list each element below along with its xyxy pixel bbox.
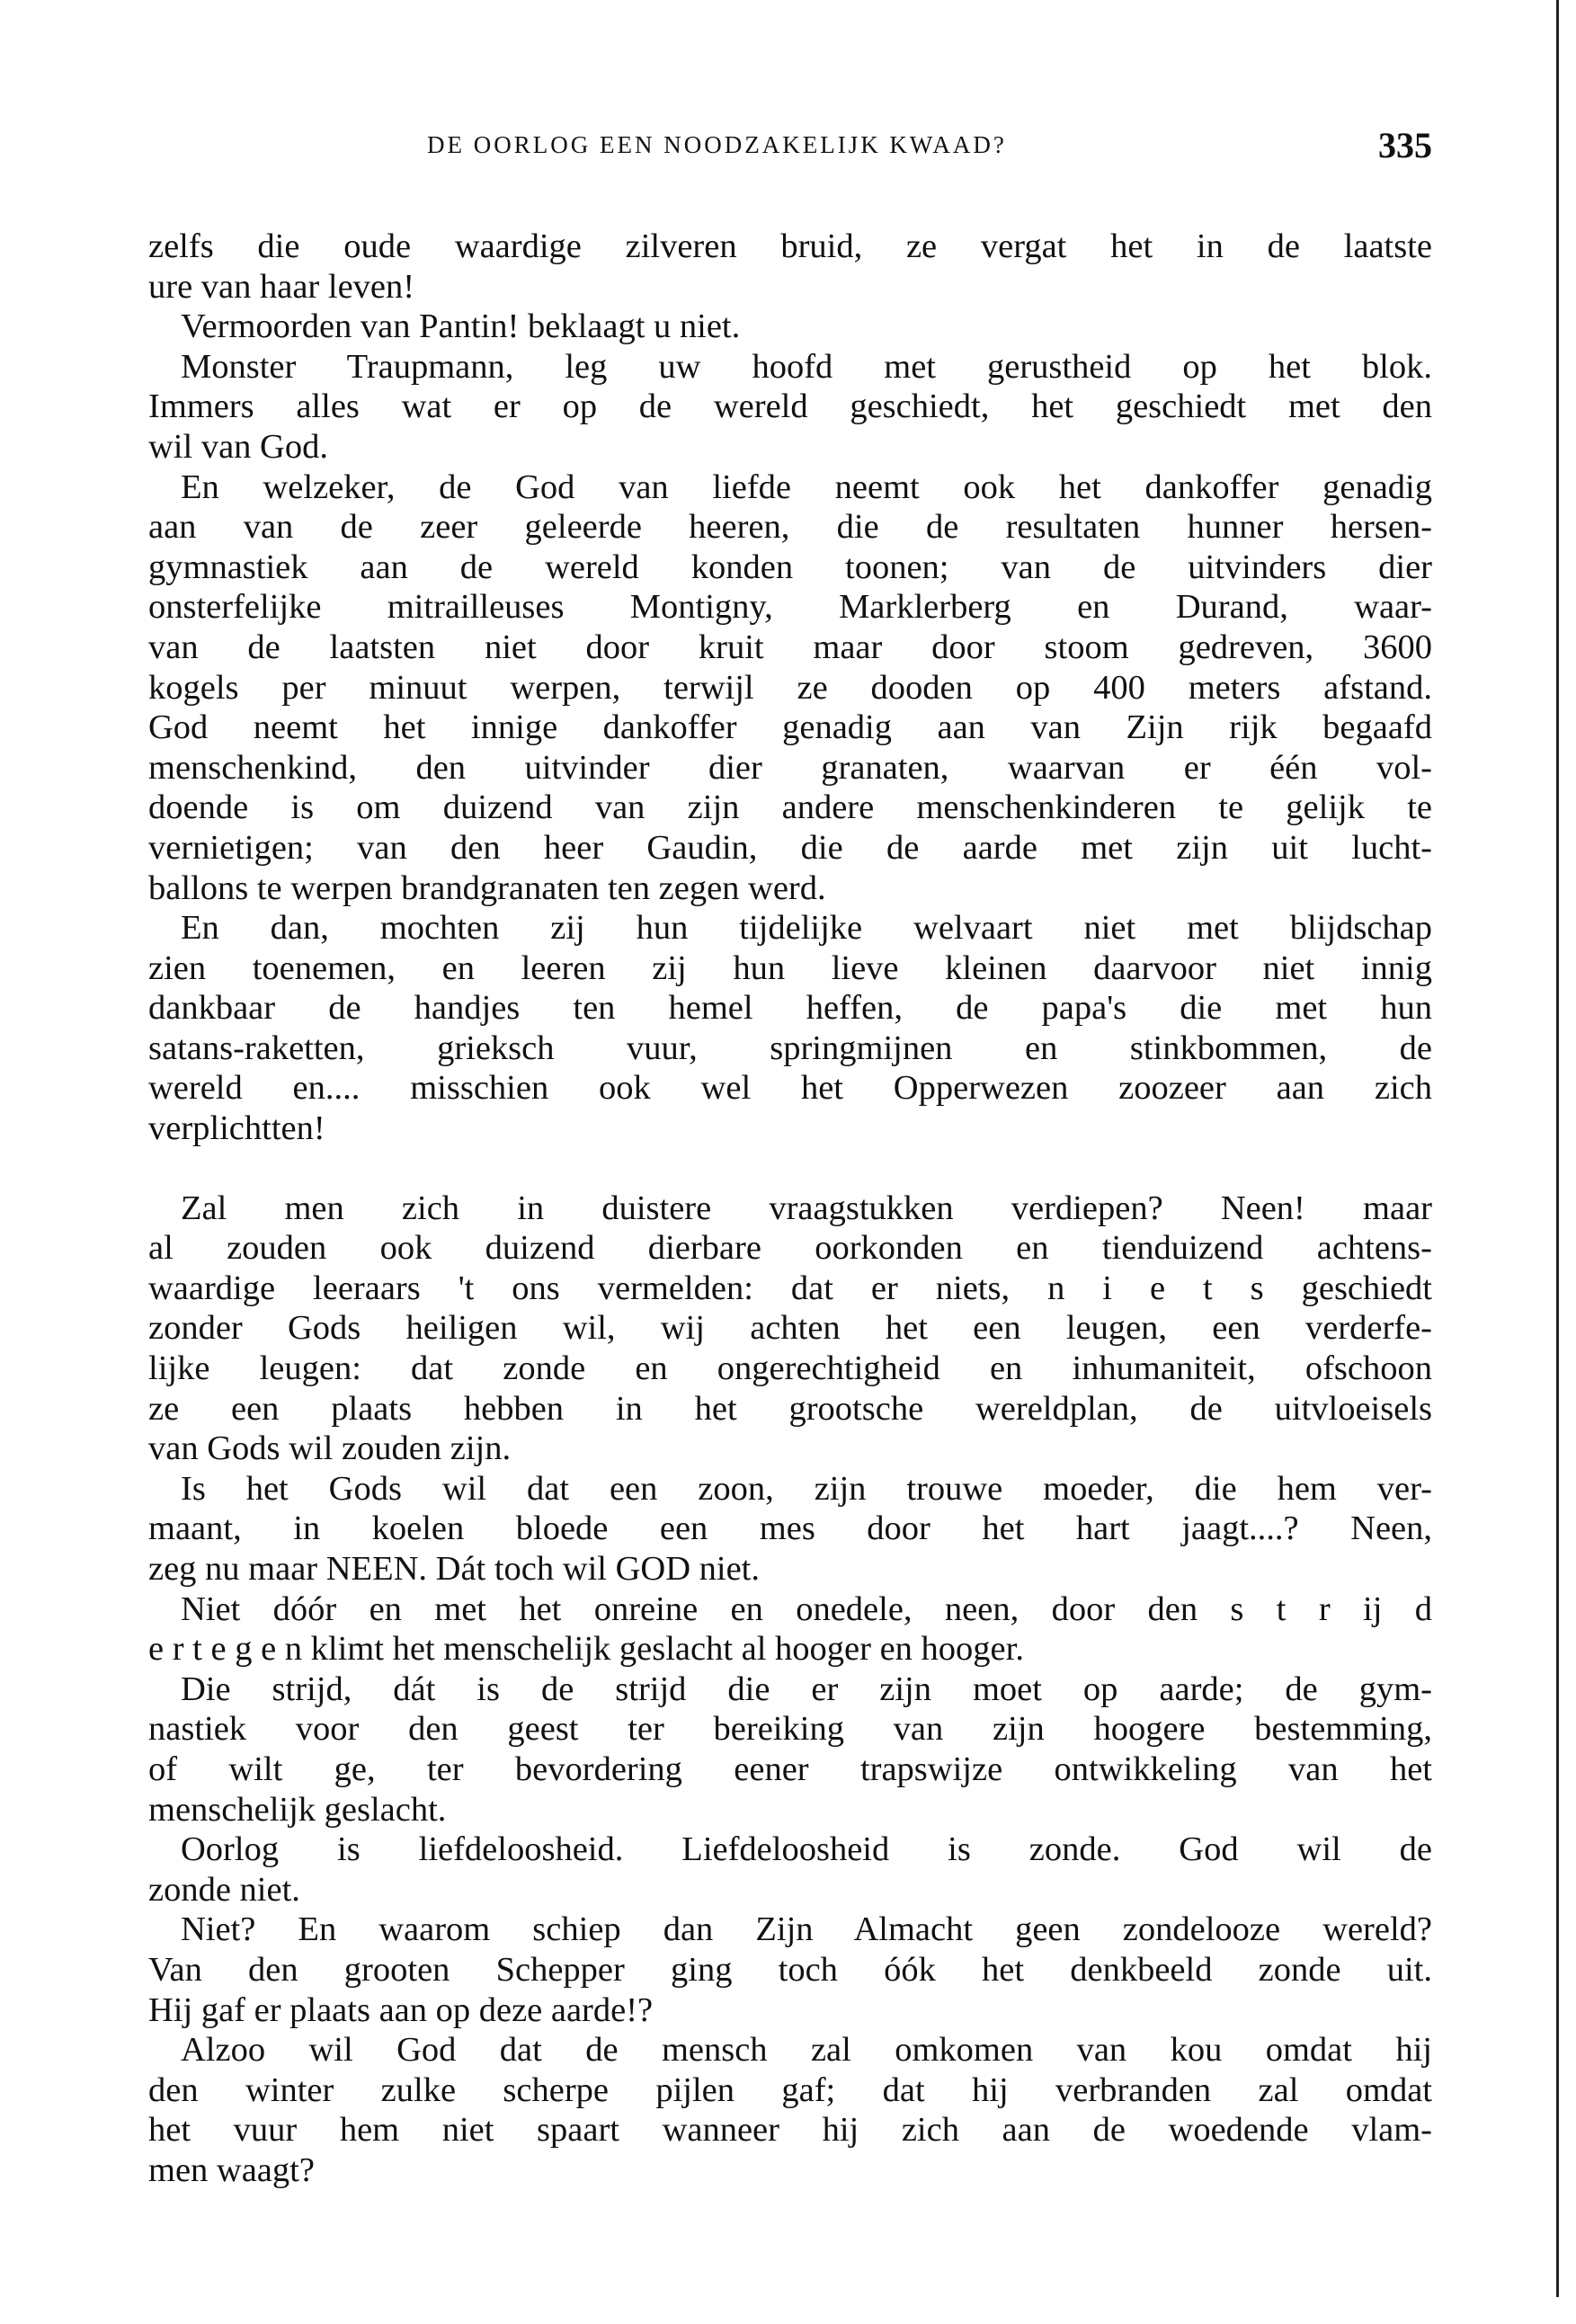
text-line: doende is om duizend van zijn andere menschenkinderen te gelijk te [148,788,1432,827]
text-line: of wilt ge, ter bevordering eener trapswijze ontwikkeling van het [148,1750,1432,1788]
text-line: wereld en.... misschien ook wel het Opperwezen zoozeer aan zich [148,1069,1432,1108]
text-line: Oorlog is liefdeloosheid. Liefdeloosheid is zonde. God wil de [181,1830,1432,1869]
running-header [148,124,1432,169]
text-line: Die strijd, dát is de strijd die er zijn moet op aarde; de gym- [181,1670,1432,1708]
text-line: van Gods wil zouden zijn. [148,1429,512,1468]
text-line: men waagt? [148,2150,315,2189]
running-title: DE OORLOG EEN NOODZAKELIJK KWAAD? [427,131,1007,158]
text-line: verplichtten! [148,1109,325,1148]
text-line: van de laatsten niet door kruit maar door stoom gedreven, 3600 [148,628,1432,666]
text-line: zonde niet. [148,1870,300,1909]
text-line: ure van haar leven! [148,267,415,306]
text-line: ze een plaats hebben in het grootsche wereldplan, de uitvloeisels [148,1389,1432,1428]
text-line: Niet? En waarom schiep dan Zijn Almacht geen zondelooze wereld? [181,1910,1432,1949]
text-line: dankbaar de handjes ten hemel heffen, de papa's die met hun [148,989,1432,1028]
text-line: Immers alles wat er op de wereld geschiedt, het geschiedt met den [148,387,1432,426]
text-line: menschenkind, den uitvinder dier granaten, waarvan er één vol- [148,748,1432,787]
section-gap [148,1149,1432,1189]
text-line: En welzeker, de God van liefde neemt ook het dankoffer genadig [181,467,1432,506]
text-line: zonder Gods heiligen wil, wij achten het een leugen, een verderfe- [148,1309,1432,1348]
text-line: kogels per minuut werpen, terwijl ze dooden op 400 meters afstand. [148,668,1432,707]
text-line: waardige leeraars 't ons vermelden: dat er niets, n i e t s geschiedt [148,1269,1432,1307]
text-line: God neemt het innige dankoffer genadig aan van Zijn rijk begaafd [148,708,1432,747]
text-line: zien toenemen, en leeren zij hun lieve kleinen daarvoor niet innig [148,948,1432,987]
text-line: zeg nu maar NEEN. Dát toch wil GOD niet. [148,1550,760,1588]
text-line: menschelijk geslacht. [148,1790,447,1829]
text-line: aan van de zeer geleerde heeren, die de resultaten hunner hersen- [148,508,1432,547]
text-line: maant, in koelen bloede een mes door het hart jaagt....? Neen, [148,1509,1432,1548]
text-line: e r t e g e n klimt het menschelijk geslacht al hooger en hooger. [148,1630,1024,1669]
text-line: onsterfelijke mitrailleuses Montigny, Marklerberg en Durand, waar- [148,588,1432,627]
text-line: Is het Gods wil dat een zoon, zijn trouwe moeder, die hem ver- [181,1469,1432,1508]
text-line: En dan, mochten zij hun tijdelijke welvaart niet met blijdschap [181,909,1432,948]
text-line: wil van God. [148,427,328,466]
text-line: Vermoorden van Pantin! beklaagt u niet. [181,307,741,346]
text-line: satans-raketten, grieksch vuur, springmijnen en stinkbommen, de [148,1028,1432,1067]
text-line: Van den grooten Schepper ging toch óók het denkbeeld zonde uit. [148,1950,1432,1989]
text-line: Monster Traupmann, leg uw hoofd met gerustheid op het blok. [181,347,1432,386]
text-line: gymnastiek aan de wereld konden toonen; van de uitvinders dier [148,548,1432,586]
text-line: Zal men zich in duistere vraagstukken verdiepen? Neen! maar [181,1189,1432,1227]
scan-edge-line [1556,0,1559,2297]
text-line: al zouden ook duizend dierbare oorkonden en tienduizend achtens- [148,1229,1432,1268]
text-line: zelfs die oude waardige zilveren bruid, ze vergat het in de laatste [148,227,1432,265]
text-line: Niet dóór en met het onreine en onedele, neen, door den s t r ij d [181,1589,1432,1628]
page-body [148,227,1432,2191]
text-line: vernietigen; van den heer Gaudin, die de aarde met zijn uit lucht- [148,828,1432,867]
text-line: Alzoo wil God dat de mensch zal omkomen van kou omdat hij [181,2031,1432,2070]
text-line: Hij gaf er plaats aan op deze aarde!? [148,1990,654,2029]
text-line: lijke leugen: dat zonde en ongerechtigheid en inhumaniteit, ofschoon [148,1349,1432,1388]
text-line: ballons te werpen brandgranaten ten zegen werd. [148,868,826,907]
page-number: 335 [1378,125,1432,165]
text-line: den winter zulke scherpe pijlen gaf; dat hij verbranden zal omdat [148,2070,1432,2109]
text-line: nastiek voor den geest ter bereiking van zijn hoogere bestemming, [148,1710,1432,1749]
text-line: het vuur hem niet spaart wanneer hij zich aan de woedende vlam- [148,2111,1432,2150]
